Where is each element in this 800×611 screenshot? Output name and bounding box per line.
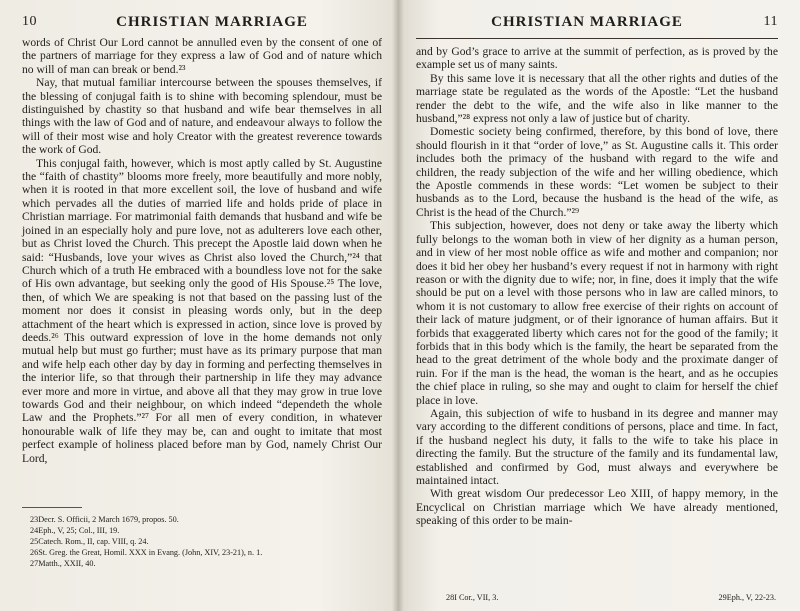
footnote-divider (22, 507, 82, 508)
paragraph: and by God’s grace to arrive at the summit of perfection, as is proved by the example set us of many saints. (416, 45, 778, 72)
footnote: 26St. Greg. the Great, Homil. XXX in Evang. (John, XIV, 23-21), n. 1. (30, 548, 263, 557)
left-page-number: 10 (22, 14, 37, 29)
right-running-head (416, 14, 778, 36)
right-footnotes (446, 592, 776, 603)
paragraph: With great wisdom Our predecessor Leo XIII, of happy memory, in the Encyclical on Christian marriage which We have already mentioned, speaking of this order to be main- (416, 487, 778, 528)
paragraph: This conjugal faith, however, which is most aptly called by St. Augustine the “faith of chastity” blooms more freely, more beautifully and more nobly, when it is rooted in that more excellent soil, the love of husband and wife which pervades all the duties of married life and holds pride of place in Christian marriage. For matrimonial faith demands that husband and wife be joined in an especially holy and pure love, not as adulterers love each other, but as Christ loved the Church. This precept the Apostle laid down when he said: “Husbands, love your wives as Christ also loved the Church,”²⁴ that Church which of a truth He embraced with a boundless love not for the sake of His own advantage, but seeking only the good of His Spouse.²⁵ The love, then, of which We are speaking is not that based on the passing lust of the moment nor does it consist in pleasing words only, but in the deep attachment of the heart which is expressed in action, since love is proved by deeds.²⁶ This outward expression of love in the home demands not only mutual help but must go further; must have as its primary purpose that man and wife help each other day by day in forming and perfecting themselves in the interior life, so that through their partnership in life they may advance ever more and more in virtue, and above all that they may grow in true love towards God and their neighbour, on which indeed “dependeth the whole Law and the Prophets.”²⁷ For all men of every condition, in whatever honourable walk of life they may be, can and ought to imitate that most perfect example of holiness placed before man by God, namely Christ Our Lord, (22, 156, 382, 465)
paragraph: By this same love it is necessary that all the other rights and duties of the marriage state be regulated as the words of the Apostle: “Let the husband render the debt to the wife, and the wife also in like manner to the husband,”²⁸ express not only a law of justice but of charity. (416, 71, 778, 126)
footnote: 23Decr. S. Officii, 2 March 1679, propos. 50. (30, 515, 179, 524)
paragraph: Nay, that mutual familiar intercourse between the spouses themselves, if the blessing of conjugal faith is to shine with becoming splendour, must be distinguished by chastity so that husband and wife bear themselves in all things with the law of God and of nature, and endeavour always to follow the will of their most wise and holy Creator with the greatest reverence towards the work of God. (22, 76, 382, 157)
right-page-number: 11 (763, 14, 778, 29)
footnote: 28I Cor., VII, 3. (446, 593, 499, 602)
book-gutter (392, 0, 404, 611)
footnote: 27Matth., XXII, 40. (30, 559, 96, 568)
footnote: 29Eph., V, 22-23. (718, 593, 776, 602)
left-running-title: CHRISTIAN MARRIAGE (116, 14, 308, 30)
left-page (0, 0, 398, 611)
paragraph: Domestic society being confirmed, therefore, by this bond of love, there should flourish in it that “order of love,” as St. Augustine calls it. This order includes both the primacy of the husband with regard to the wife and children, the ready subjection of the wife and her willing obedience, which the Apostle commends in these words: “Let women be subject to their husbands as to the Lord, because the husband is the head of the wife, as Christ is the head of the Church.”²⁹ (416, 125, 778, 219)
paragraph: Again, this subjection of wife to husband in its degree and manner may vary according to the different conditions of persons, place and time. In fact, if the husband neglect his duty, it falls to the wife to take his place in directing the family. But the structure of the family and its fundamental law, established and confirmed by God, must always and everywhere be maintained intact. (416, 406, 778, 487)
right-page (398, 0, 800, 611)
right-running-title: CHRISTIAN MARRIAGE (491, 14, 683, 30)
left-footnotes (30, 514, 380, 569)
footnote: 24Eph., V, 25; Col., III, 19. (30, 526, 120, 535)
paragraph: This subjection, however, does not deny or take away the liberty which fully belongs to the woman both in view of her dignity as a human person, and in view of her most noble office as wife and mother and companion; nor does it bid her obey her husband’s every request if not in harmony with right reason or with the dignity due to wife; nor, in fine, does it imply that the wife should be put on a level with those persons who in law are called minors, to whom it is not customary to allow free exercise of their rights on account of their lack of mature judgment, or of their ignorance of human affairs. But it forbids that exaggerated liberty which cares not for the good of the family; it forbids that in this body which is the family, the heart be separated from the head to the great detriment of the whole body and the proximate danger of ruin. For if the man is the head, the woman is the heart, and as he occupies the chief place in ruling, so she may and ought to claim for herself the chief place in love. (416, 219, 778, 407)
left-running-head (22, 14, 382, 36)
left-body-text (22, 36, 382, 465)
right-body-text (416, 45, 778, 528)
paragraph: words of Christ Our Lord cannot be annulled even by the consent of one of the partners of marriage for they express a law of God and of nature which no will of man can break or bend.²³ (22, 36, 382, 76)
footnote: 25Catech. Rom., II, cap. VIII, q. 24. (30, 537, 149, 546)
header-rule (416, 38, 778, 39)
